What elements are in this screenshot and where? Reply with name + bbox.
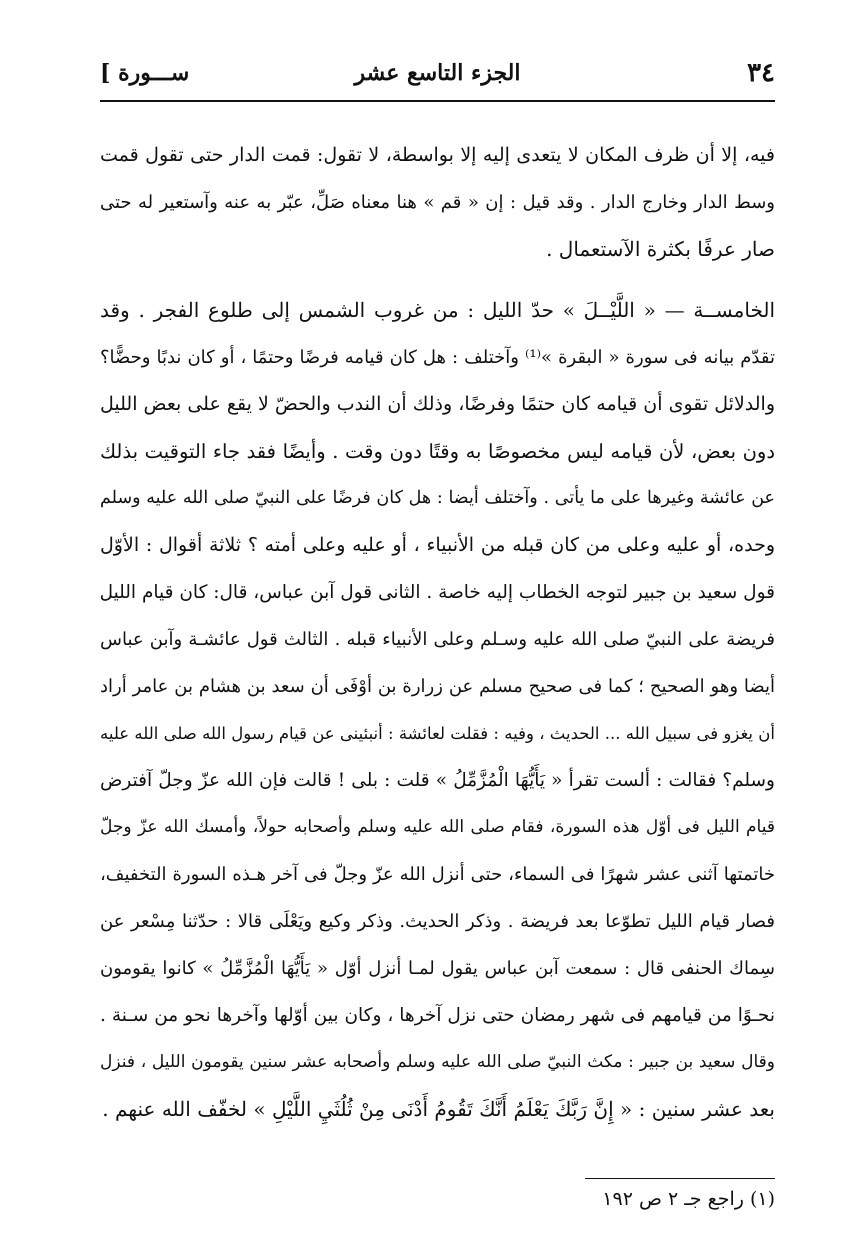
text-line: والدلائل تقوى أن قيامه كان حتمًا وفرضًا، وذلك أن الندب والحضّ لا يقع على بعض الليل [100, 393, 775, 415]
text-line: قيام الليل فى أوّل هذه السورة، فقام صلى الله عليه وسلم وأصحابه حولاً، وأمسك الله عزّ وجلّ [100, 817, 775, 837]
body-text [100, 132, 775, 1133]
text-line: قول سعيد بن جبير لتوجه الخطاب إليه خاصة . الثانى قول آبن عباس، قال: كان قيام الليل [100, 582, 775, 603]
text-line: سِماك الحنفى قال : سمعت آبن عباس يقول لمـا أنزل أوّل « يَأَيُّهَا الْمُزَّمِّلُ » كانوا يقومون [100, 958, 775, 979]
text-line: أيضا وهو الصحيح ؛ كما فى صحيح مسلم عن زرارة بن أوْفَى أن سعد بن هشام بن عامر أراد [100, 676, 775, 697]
text-line: وحده، أو عليه وعلى من كان قبله من الأنبياء ، أو عليه وعلى أمته ؟ ثلاثة أقوال : الأوّل [100, 534, 775, 556]
text-line: وسلم؟ فقالت : ألست تقرأ « يَأَيُّهَا الْمُزَّمِّلُ » قلت : بلى ! قالت فإن الله عزّ وجلّ آفترض [100, 770, 775, 791]
text-line: صار عرفًا بكثرة الآستعمال . [546, 237, 775, 261]
paragraph-gap [100, 273, 775, 287]
header-rule [100, 100, 775, 102]
page-number: ٣٤ [747, 58, 775, 88]
text-line: تقدّم بيانه فى سورة « البقرة »⁽¹⁾ وآختلف : هل كان قيامه فرضًا وحتمًا ، أو كان ندبًا وحضًّا؟ [100, 347, 775, 368]
text-line: أن يغزو فى سبيل الله ... الحديث ، وفيه : فقلت لعائشة : أنبئينى عن قيام رسول الله صلى الله عليه [100, 724, 775, 743]
text-line: وقال سعيد بن جبير : مكث النبيّ صلى الله عليه وسلم وأصحابه عشر سنين يقومون الليل ، فنزل [100, 1052, 775, 1072]
running-title: الجزء التاسع عشر [354, 60, 521, 86]
text-line: وسط الدار وخارج الدار . وقد قيل : إن « قم » هنا معناه صَلِّ، عبّر به عنه وآستعير له حتى [100, 192, 775, 213]
surah-label: [ ســـورة [100, 60, 190, 86]
text-line: فريضة على النبيّ صلى الله عليه وسـلم وعلى الأنبياء قبله . الثالث قول عائشـة وآبن عباس [100, 629, 775, 650]
text-line: بعد عشر سنين : « إِنَّ رَبَّكَ يَعْلَمُ أَنَّكَ تَقُومُ أَدْنَى مِنْ ثُلُثَيِ اللَّيْلِ » لخفّف الله عنهم . [102, 1097, 775, 1121]
text-line: عن عائشة وغيرها على ما يأتى . وآختلف أيضا : هل كان فرضًا على النبيّ صلى الله عليه وسلم [100, 488, 775, 508]
text-line: فصار قيام الليل تطوّعا بعد فريضة . وذكر الحديث. وذكر وكيع ويَعْلَى قالا : حدّثنا مِسْعر عن [100, 911, 775, 932]
text-line: الخامســة — « اللَّيْــلَ » حدّ الليل : من غروب الشمس إلى طلوع الفجر . وقد [100, 298, 775, 322]
page-header [100, 58, 775, 98]
paragraph-2 [100, 287, 775, 1133]
text-line: دون بعض، لأن قيامه ليس مخصوصًا به وقتًا دون وقت . وأيضًا فقد جاء التوقيت بذلك [100, 440, 775, 463]
paragraph-1 [100, 132, 775, 273]
text-line: نحـوًا من قيامهم فى شهر رمضان حتى نزل آخرها ، وكان بين أوّلها وآخرها نحو من سـنة . [100, 1005, 775, 1026]
footnote-rule [585, 1178, 775, 1179]
footnote: (١) راجع جـ ٢ ص ١٩٢ [602, 1188, 775, 1210]
text-line: فيه، إلا أن ظرف المكان لا يتعدى إليه إلا بواسطة، لا تقول: قمت الدار حتى تقول قمت [100, 144, 775, 166]
text-line: خاتمتها آثنى عشر شهرًا فى السماء، حتى أنزل الله عزّ وجلّ فى آخر هـذه السورة التخفيف، [100, 864, 775, 885]
